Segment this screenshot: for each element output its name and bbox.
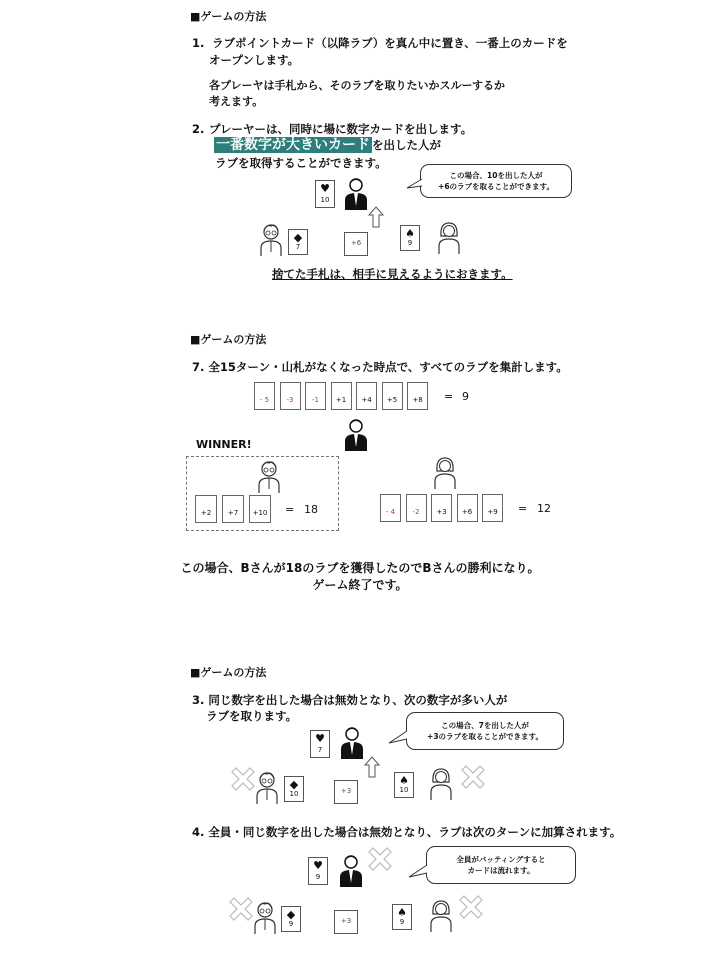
step3-line2: ラブを取ります。: [206, 709, 298, 723]
love-card-value: +1: [335, 396, 347, 404]
man-icon: [338, 853, 364, 887]
love-card: [222, 495, 244, 523]
love-card: [482, 494, 503, 522]
boy-icon: [254, 770, 280, 804]
love-card: [249, 495, 271, 523]
section1-footer: 捨てた手札は、相手に見えるようにおきます。: [272, 267, 513, 281]
woman-icon: [428, 766, 454, 800]
arrow-up-icon: [364, 756, 380, 778]
love-card: [382, 382, 403, 410]
step2-after-highlight: を出した人が: [372, 138, 441, 152]
result-line2: ゲーム終了です。: [312, 578, 408, 592]
center-total: 9: [462, 390, 469, 403]
love-card-value: +6: [461, 508, 473, 516]
love-card: +6: [344, 232, 368, 256]
spade-icon: ♠: [399, 774, 409, 787]
love-card-value: +8: [412, 396, 423, 404]
step2-line3: ラブを取得することができます。: [215, 156, 387, 170]
step2-line1: プレーヤーは、同時に場に数字カードを出します。: [209, 122, 473, 136]
center-equals: =: [444, 390, 454, 403]
cross-icon: [365, 844, 395, 874]
love-card: [195, 495, 217, 523]
step3-line1: 3. 同じ数字を出した場合は無効となり、次の数字が多い人が: [192, 693, 508, 707]
love-card: [254, 382, 275, 410]
love-card: [305, 382, 326, 410]
woman-icon: [436, 220, 462, 254]
cross-icon: [458, 762, 488, 792]
spade-icon: ♠: [397, 906, 407, 919]
love-card: [356, 382, 377, 410]
love-card: [331, 382, 352, 410]
c-equals: =: [518, 502, 528, 515]
man-icon: [343, 176, 369, 210]
step2-line2: [214, 137, 441, 153]
love-card-value: +9: [487, 508, 498, 516]
love-card-value: +4: [361, 396, 372, 404]
step2-highlight: 一番数字が大きいカード: [216, 137, 370, 153]
diamond-icon: ◆: [293, 231, 303, 244]
love-card-value: - 5: [259, 396, 270, 404]
love-card-value: +5: [386, 396, 398, 404]
love-card-value: +3: [436, 508, 447, 516]
step1-line2: オープンします。: [209, 53, 300, 67]
s3-left-card-diamond: ◆ 10: [284, 776, 304, 802]
love-card-value: -1: [312, 396, 319, 404]
c-total: 12: [537, 502, 551, 515]
b-equals: =: [285, 503, 295, 516]
love-card: [457, 494, 478, 522]
boy-icon: [256, 459, 282, 493]
winner-label: WINNER!: [196, 438, 252, 451]
love-card: [380, 494, 401, 522]
love-card: [406, 494, 427, 522]
right-card-spade: ♠ 9: [400, 225, 420, 251]
cross-icon: [456, 892, 486, 922]
s3-center-card-heart: ♥ 7: [310, 730, 330, 758]
bubble-tail: [388, 730, 408, 746]
left-card-diamond: ◆ 7: [288, 229, 308, 255]
speech-bubble-4: 全員がバッティングすると カードは流れます。: [426, 846, 576, 884]
s4-left-card-diamond: ◆ 9: [281, 906, 301, 932]
section3-title: ■ゲームの方法: [190, 666, 267, 679]
spade-icon: ♠: [405, 227, 415, 240]
step4-text: 4. 全員・同じ数字を出した場合は無効となり、ラブは次のターンに加算されます。: [192, 825, 622, 839]
diamond-icon: ◆: [289, 778, 299, 791]
s4-right-card-spade: ♠ 9: [392, 904, 412, 930]
s4-center-card-heart: ♥ 9: [308, 857, 328, 885]
speech-bubble-3: この場合、7を出した人が +3のラブを取ることができます。: [406, 712, 564, 750]
step2-number: 2.: [192, 122, 205, 136]
s3-right-card-spade: ♠ 10: [394, 772, 414, 798]
step1-number: 1.: [192, 36, 205, 50]
s4-love-card: +3: [334, 910, 358, 934]
heart-icon: ♥: [313, 859, 323, 872]
man-icon: [343, 417, 369, 451]
woman-icon: [432, 455, 458, 489]
s3-love-card: +3: [334, 780, 358, 804]
arrow-up-icon: [368, 206, 384, 228]
step1-line1: ラブポイントカード（以降ラブ）を真ん中に置き、一番上のカードを: [212, 36, 568, 50]
section2-title: ■ゲームの方法: [190, 333, 267, 346]
love-card-value: -3: [286, 396, 294, 404]
bubble-tail: [408, 864, 428, 880]
heart-icon: ♥: [315, 732, 325, 745]
speech-bubble-1: この場合、10を出した人が +6のラブを取ることができます。: [420, 164, 572, 198]
love-card-value: - 4: [385, 508, 396, 516]
diamond-icon: ◆: [286, 908, 296, 921]
love-card-value: +10: [252, 509, 268, 517]
woman-icon: [428, 898, 454, 932]
bubble-tail: [406, 178, 424, 192]
step7-text: 7. 全15ターン・山札がなくなった時点で、すべてのラブを集計します。: [192, 360, 568, 374]
love-card-value: +7: [227, 509, 239, 517]
step1-note2: 考えます。: [209, 95, 264, 108]
love-card: [280, 382, 301, 410]
boy-icon: [252, 900, 278, 934]
boy-icon: [258, 222, 284, 256]
section1-title: ■ゲームの方法: [190, 10, 267, 23]
b-total: 18: [304, 503, 318, 516]
step1-note1: 各プレーヤは手札から、そのラブを取りたいかスルーするか: [209, 79, 506, 92]
love-card: [431, 494, 452, 522]
man-icon: [339, 725, 365, 759]
love-card-value: -2: [412, 508, 420, 516]
love-card: [407, 382, 428, 410]
result-line1: この場合、Bさんが18のラブを獲得したのでBさんの勝利になり。: [180, 561, 540, 575]
heart-icon: ♥: [320, 182, 330, 195]
love-card-value: +2: [200, 509, 212, 517]
center-card-heart: ♥ 10: [315, 180, 335, 208]
